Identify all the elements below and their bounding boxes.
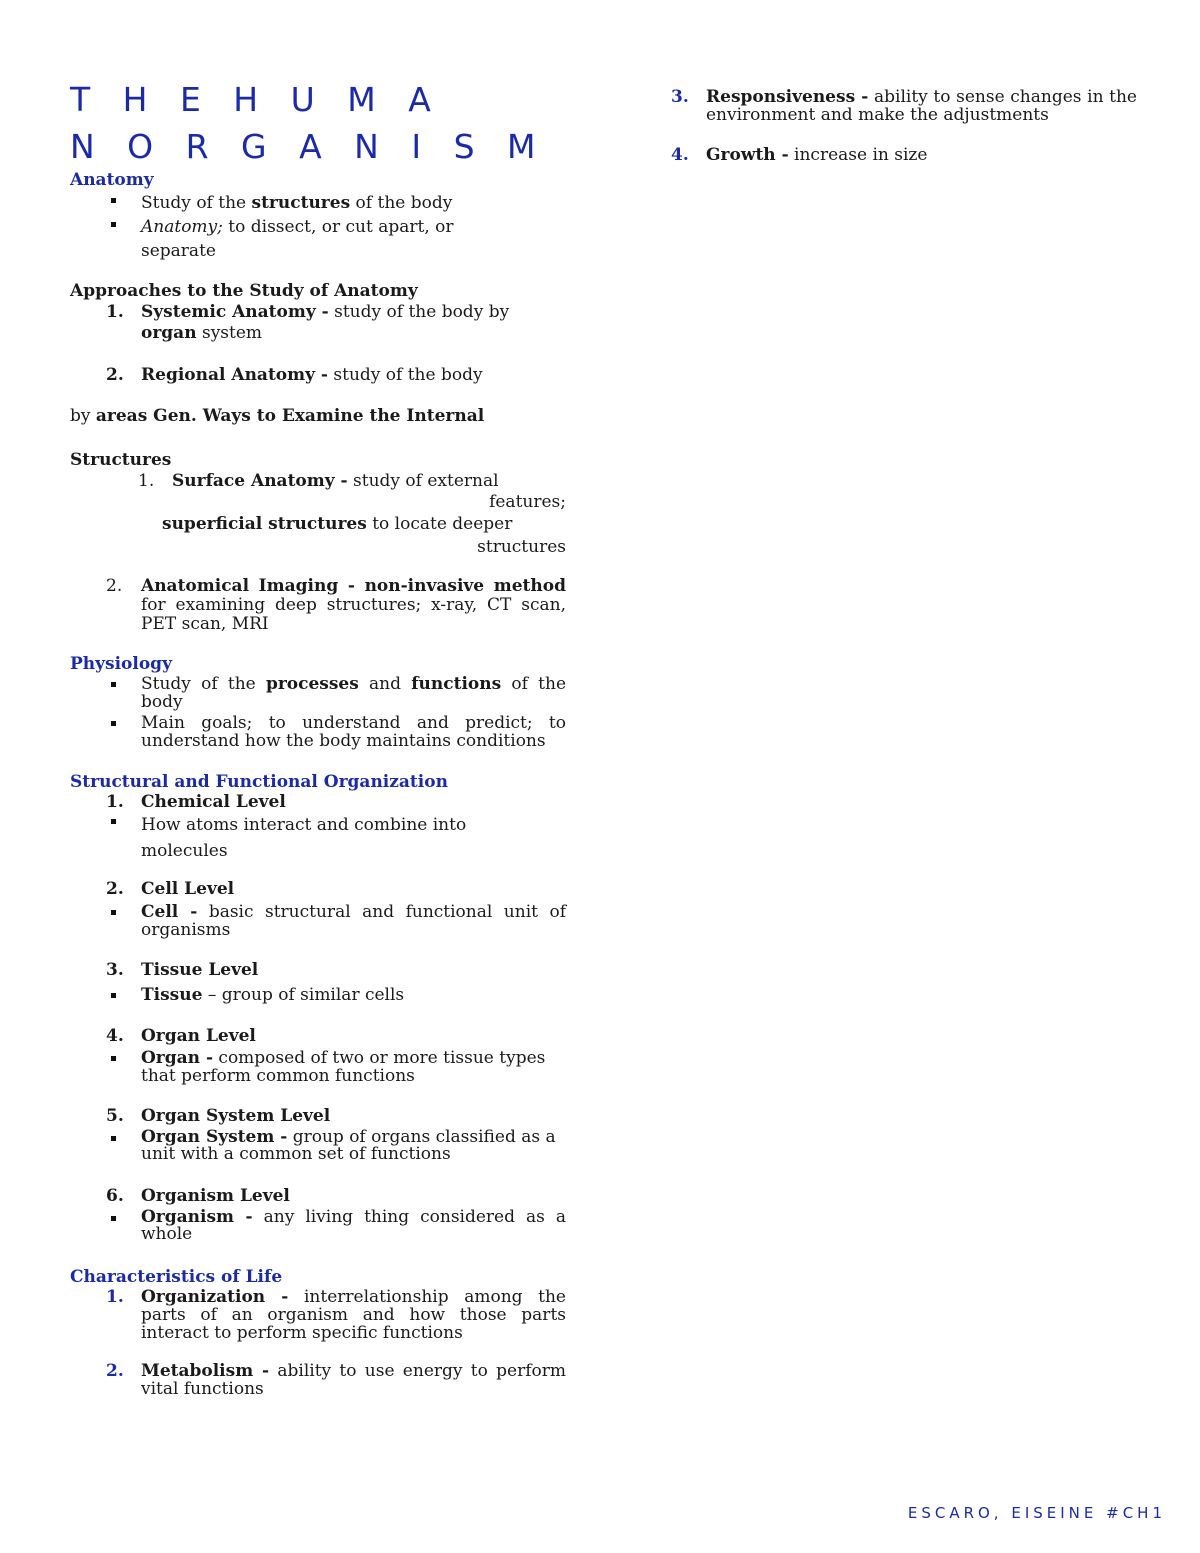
list-item: How atoms interact and combine into molecules — [70, 812, 566, 864]
list-item: Organ System - group of organs classified as a unit with a common set of functions — [70, 1129, 566, 1163]
list-item: Anatomy; to dissect, or cut apart, or separate — [70, 215, 566, 263]
list-item: Organ - composed of two or more tissue types that perform common functions — [70, 1049, 566, 1085]
level-title: 6. Organism Level — [106, 1186, 290, 1207]
gen-ways-line: by areas Gen. Ways to Examine the Internal — [70, 406, 485, 427]
level-title: 3. Tissue Level — [106, 960, 259, 981]
list-item: 4. Growth - increase in size — [671, 145, 928, 165]
level-list — [70, 986, 566, 1005]
physiology-list — [70, 675, 566, 750]
physiology-heading: Physiology — [70, 654, 172, 675]
list-item: 3. Responsiveness - ability to sense changes in the environment and make the adjustments — [671, 87, 1137, 125]
list-item: Organism - any living thing considered as a whole — [70, 1209, 566, 1243]
life-heading: Characteristics of Life — [70, 1267, 283, 1288]
level-list — [70, 1129, 566, 1163]
level-list — [70, 812, 566, 864]
list-item: Tissue – group of similar cells — [70, 986, 566, 1005]
title-line-2: N O R G A N I S M — [70, 127, 547, 166]
right-column — [671, 88, 1137, 165]
anatomy-heading: Anatomy — [70, 170, 154, 190]
list-item: Main goals; to understand and predict; to understand how the body maintains conditions — [70, 714, 566, 750]
page-footer: ESCARO, EISEINE #CH1 — [907, 1504, 1166, 1522]
title-line-1: T H E H U M A — [70, 80, 442, 119]
list-item: Cell - basic structural and functional unit of organisms — [70, 903, 566, 939]
list-item: 2. Anatomical Imaging - non-invasive method for examining deep structures; x-ray, CT scan, PET scan, MRI — [106, 576, 566, 635]
level-list — [70, 1209, 566, 1243]
list-item: Study of the processes and functions of the body — [70, 675, 566, 711]
left-column — [70, 76, 566, 1398]
list-item-continuation: superficial structures to locate deeper structures — [162, 514, 566, 558]
level-title: 2. Cell Level — [106, 879, 235, 900]
approaches-heading: Approaches to the Study of Anatomy — [70, 281, 418, 301]
level-list — [70, 1049, 566, 1085]
list-item: 1. Systemic Anatomy - study of the body by organ system — [106, 302, 510, 343]
level-title: 4. Organ Level — [106, 1026, 256, 1047]
list-item: 2. Regional Anatomy - study of the body — [106, 365, 483, 385]
level-title: 5. Organ System Level — [106, 1106, 331, 1127]
anatomy-list — [70, 191, 566, 263]
list-item: 1. Organization - interrelationship among the parts of an organism and how those parts interact to perform specific functions — [106, 1287, 566, 1344]
level-title: 1. Chemical Level — [106, 792, 286, 813]
document-title — [70, 76, 566, 170]
structures-heading: Structures — [70, 450, 172, 471]
list-item: 2. Metabolism - ability to use energy to perform vital functions — [106, 1361, 566, 1400]
organization-heading: Structural and Functional Organization — [70, 772, 448, 793]
list-item: 1. Surface Anatomy - study of external features; — [138, 471, 566, 513]
level-list — [70, 903, 566, 939]
list-item: Study of the structures of the body — [70, 191, 566, 215]
